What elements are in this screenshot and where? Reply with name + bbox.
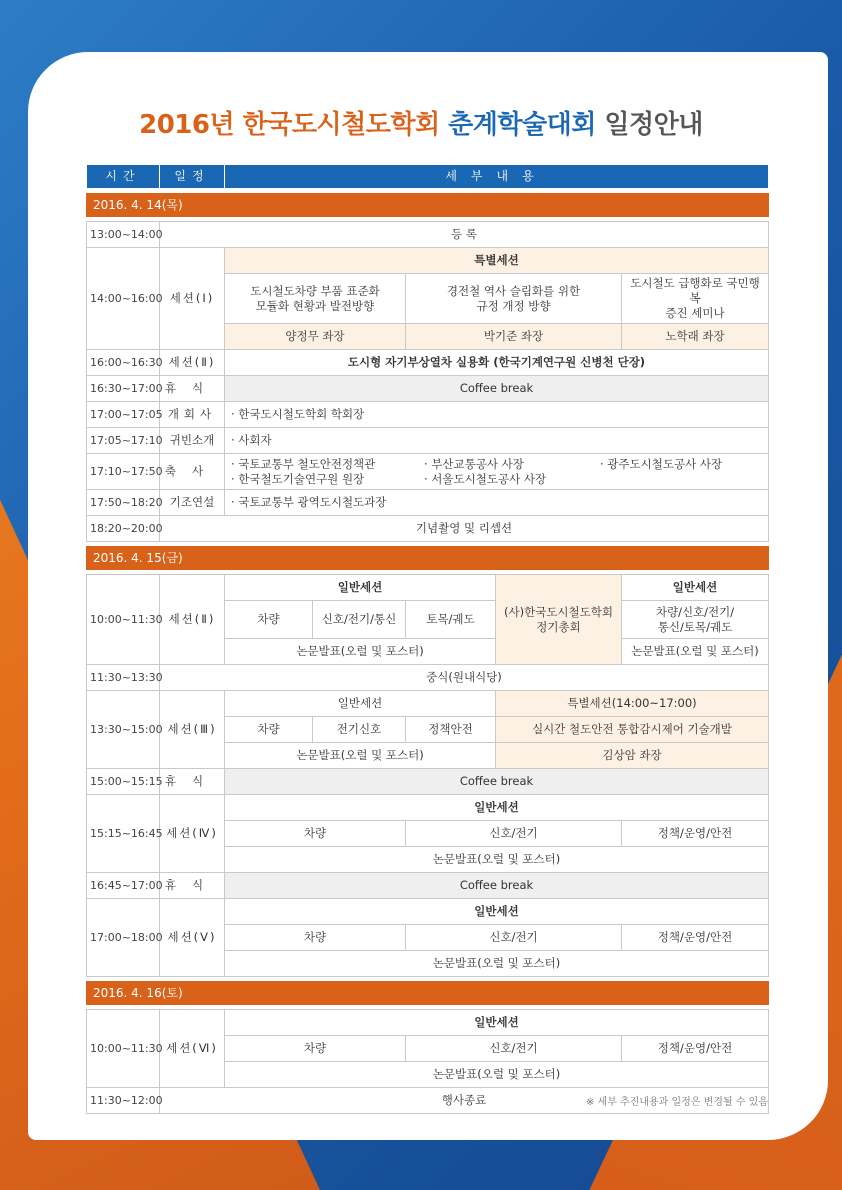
header-program: 일정 — [160, 165, 225, 189]
topic-cell: 신호/전기 — [406, 925, 622, 951]
table-row — [87, 350, 769, 376]
session-heading: 일반세션 — [225, 575, 496, 601]
general-meeting-cell: (사)한국도시철도학회 정기총회 — [496, 575, 622, 665]
footnote: ※ 세부 추진내용과 일정은 변경될 수 있음 — [585, 1097, 768, 1108]
paper-cell: 논문발표(오럴 및 포스터) — [225, 847, 769, 873]
table-row — [87, 222, 769, 248]
topic-cell: 신호/전기/통신 — [313, 601, 406, 639]
session-heading: 일반세션 — [225, 795, 769, 821]
paper-cell: 논문발표(오럴 및 포스터) — [225, 743, 496, 769]
content-cell — [225, 454, 769, 490]
topic-cell: 정책안전 — [406, 717, 496, 743]
content-cell: · 한국도시철도학회 학회장 — [225, 402, 769, 428]
program-cell: 세션(Ⅲ) — [160, 691, 225, 769]
program-cell: 세션(Ⅱ) — [160, 350, 225, 376]
topic-cell: 차량/신호/전기/ 통신/토목/궤도 — [622, 601, 769, 639]
table-row — [87, 248, 769, 274]
topic-cell: 차량 — [225, 821, 406, 847]
program-cell: 휴식 — [160, 769, 225, 795]
day2-date: 2016. 4. 15(금) — [87, 547, 769, 570]
page-title — [0, 104, 842, 141]
speaker-line: · 부산교통공사 사장 — [424, 456, 524, 471]
day-row — [87, 194, 769, 217]
speaker-line: · 광주도시철도공사 사장 — [600, 456, 723, 471]
table-row — [87, 516, 769, 542]
content-cell: 행사종료 — [160, 1088, 769, 1114]
content-cell: 도시형 자기부상열차 실용화 (한국기계연구원 신병천 단장) — [225, 350, 769, 376]
table-row — [87, 795, 769, 821]
table-row — [87, 691, 769, 717]
content-cell: Coffee break — [225, 376, 769, 402]
time-cell: 17:00~18:00 — [87, 899, 160, 977]
session-heading: 특별세션 — [225, 248, 769, 274]
topic-cell: 전기신호 — [313, 717, 406, 743]
time-cell: 16:30~17:00 — [87, 376, 160, 402]
time-cell: 14:00~16:00 — [87, 248, 160, 350]
speaker-line: · 서울도시철도공사 사장 — [424, 471, 547, 486]
table-row — [87, 873, 769, 899]
topic-cell: 차량 — [225, 925, 406, 951]
program-cell: 휴식 — [160, 873, 225, 899]
time-cell: 17:00~17:05 — [87, 402, 160, 428]
time-cell: 15:00~15:15 — [87, 769, 160, 795]
topic-cell: 정책/운영/안전 — [622, 1036, 769, 1062]
content-cell: Coffee break — [225, 769, 769, 795]
topic-cell: 도시철도 급행화로 국민행복 증진 세미나 — [622, 274, 769, 324]
time-cell: 11:30~12:00 — [87, 1088, 160, 1114]
program-cell: 세션(Ⅵ) — [160, 1010, 225, 1088]
topic-cell: 차량 — [225, 717, 313, 743]
time-cell: 10:00~11:30 — [87, 1010, 160, 1088]
content-cell: · 사회자 — [225, 428, 769, 454]
table-row — [87, 899, 769, 925]
program-cell: 휴식 — [160, 376, 225, 402]
topic-cell: 정책/운영/안전 — [622, 821, 769, 847]
header-details: 세부내용 — [225, 165, 769, 189]
paper-cell: 논문발표(오럴 및 포스터) — [225, 639, 496, 665]
content-cell: 중식(원내식당) — [160, 665, 769, 691]
table-row — [87, 665, 769, 691]
speaker-line: · 한국철도기술연구원 원장 — [231, 471, 365, 486]
program-cell: 기조연설 — [160, 490, 225, 516]
topic-cell: 차량 — [225, 1036, 406, 1062]
table-row — [87, 376, 769, 402]
speaker-line: · 국토교통부 철도안전정책관 — [231, 456, 376, 471]
program-cell: 개회사 — [160, 402, 225, 428]
session-heading: 일반세션 — [622, 575, 769, 601]
day3-date: 2016. 4. 16(토) — [87, 982, 769, 1005]
topic-cell: 신호/전기 — [406, 821, 622, 847]
topic-cell: 신호/전기 — [406, 1036, 622, 1062]
header-row — [87, 165, 769, 189]
topic-cell: 경전철 역사 슬림화를 위한 규정 개정 방향 — [406, 274, 622, 324]
title-part1: 2016년 한국도시철도학회 — [139, 110, 440, 140]
table-row — [87, 490, 769, 516]
table-row — [87, 402, 769, 428]
topic-cell: 정책/운영/안전 — [622, 925, 769, 951]
table-row — [87, 428, 769, 454]
program-cell: 세션(Ⅳ) — [160, 795, 225, 873]
title-part3: 일정안내 — [604, 110, 703, 140]
time-cell: 13:00~14:00 — [87, 222, 160, 248]
session-heading: 일반세션 — [225, 1010, 769, 1036]
day1-date: 2016. 4. 14(목) — [87, 194, 769, 217]
time-cell: 16:00~16:30 — [87, 350, 160, 376]
time-cell: 17:10~17:50 — [87, 454, 160, 490]
session-heading: 일반세션 — [225, 691, 496, 717]
title-part2: 춘계학술대회 — [448, 110, 596, 140]
topic-cell: 토목/궤도 — [406, 601, 496, 639]
program-cell: 축사 — [160, 454, 225, 490]
paper-cell: 논문발표(오럴 및 포스터) — [622, 639, 769, 665]
time-cell: 15:15~16:45 — [87, 795, 160, 873]
header-time: 시간 — [87, 165, 160, 189]
program-cell: 세션(Ⅴ) — [160, 899, 225, 977]
content-cell: 등 록 — [160, 222, 769, 248]
table-row — [87, 1010, 769, 1036]
time-cell: 11:30~13:30 — [87, 665, 160, 691]
time-cell: 17:05~17:10 — [87, 428, 160, 454]
chair-cell: 노학래 좌장 — [622, 324, 769, 350]
paper-cell: 논문발표(오럴 및 포스터) — [225, 1062, 769, 1088]
table-row — [87, 454, 769, 490]
program-cell: 세션(Ⅱ) — [160, 575, 225, 665]
content-cell: Coffee break — [225, 873, 769, 899]
time-cell: 16:45~17:00 — [87, 873, 160, 899]
day-row — [87, 547, 769, 570]
time-cell: 10:00~11:30 — [87, 575, 160, 665]
chair-cell: 김상암 좌장 — [496, 743, 769, 769]
session-heading: 특별세션(14:00~17:00) — [496, 691, 769, 717]
topic-cell: 도시철도차량 부품 표준화 모듈화 현황과 발전방향 — [225, 274, 406, 324]
time-cell: 18:20~20:00 — [87, 516, 160, 542]
content-cell: 기념촬영 및 리셉션 — [160, 516, 769, 542]
table-row — [87, 769, 769, 795]
schedule-table — [86, 164, 769, 1114]
content-cell: · 국토교통부 광역도시철도과장 — [225, 490, 769, 516]
chair-cell: 양정무 좌장 — [225, 324, 406, 350]
program-cell: 귀빈소개 — [160, 428, 225, 454]
paper-cell: 논문발표(오럴 및 포스터) — [225, 951, 769, 977]
program-cell: 세션(Ⅰ) — [160, 248, 225, 350]
time-cell: 17:50~18:20 — [87, 490, 160, 516]
topic-cell: 차량 — [225, 601, 313, 639]
table-row — [87, 575, 769, 601]
chair-cell: 박기준 좌장 — [406, 324, 622, 350]
topic-cell: 실시간 철도안전 통합감시제어 기술개발 — [496, 717, 769, 743]
time-cell: 13:30~15:00 — [87, 691, 160, 769]
session-heading: 일반세션 — [225, 899, 769, 925]
day-row — [87, 982, 769, 1005]
